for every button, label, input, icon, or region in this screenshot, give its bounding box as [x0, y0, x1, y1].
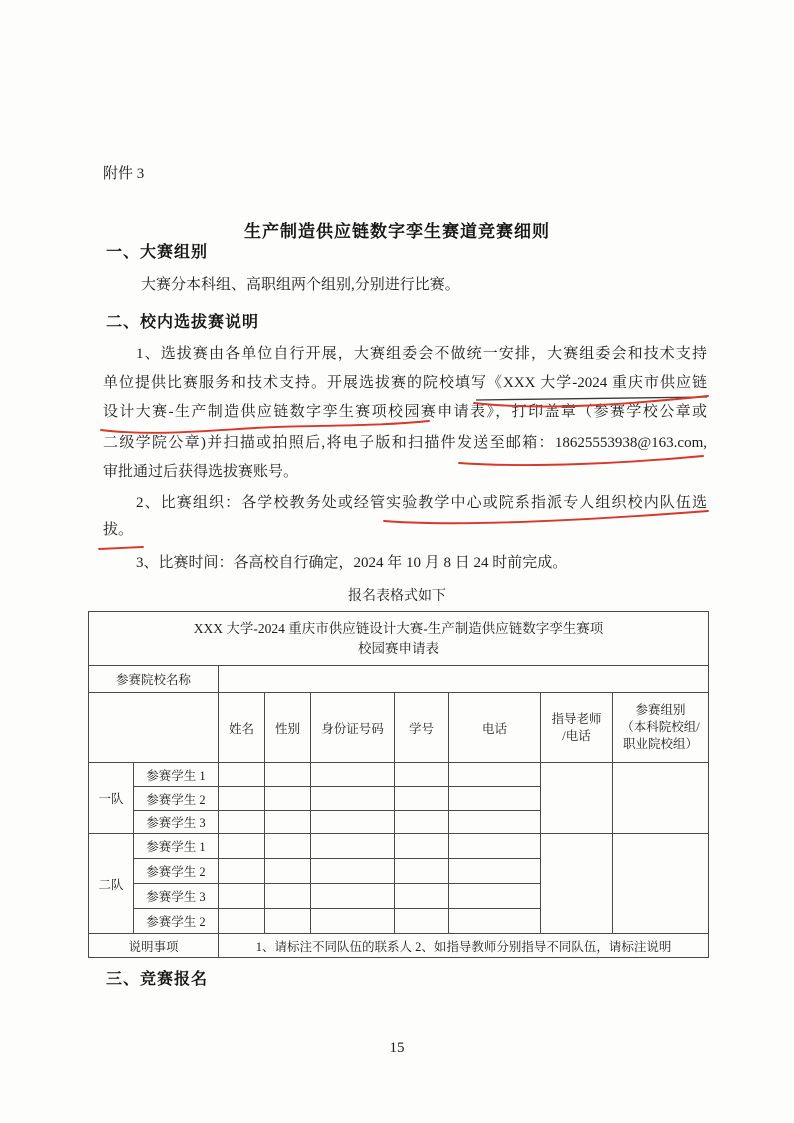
header-group-line1: 参赛组别 [635, 703, 686, 717]
school-name-value-cell [219, 666, 709, 693]
empty-cell [395, 811, 449, 834]
header-id-number: 身份证号码 [311, 693, 395, 763]
red-underline-email [459, 456, 703, 465]
section3-heading: 三、竞赛报名 [106, 971, 209, 988]
table-title-line1: XXX 大学-2024 重庆市供应链设计大赛-生产制造供应链数字孪生赛项 [193, 620, 604, 636]
empty-cell [311, 834, 395, 859]
empty-cell [395, 834, 449, 859]
black-underline-line2 [476, 397, 707, 400]
header-group-line2: （本科院校组/ [621, 720, 700, 734]
empty-cell [219, 859, 265, 884]
page-title: 生产制造供应链数字孪生赛道竞赛细则 [244, 222, 550, 241]
team1-student2-label: 参赛学生 2 [134, 787, 219, 811]
header-advisor [541, 693, 613, 763]
header-advisor-line2: /电话 [562, 728, 591, 743]
empty-cell [311, 859, 395, 884]
empty-cell [395, 763, 449, 787]
team2-advisor-cell [541, 834, 613, 934]
section2-heading: 二、校内选拔赛说明 [106, 314, 260, 331]
header-advisor-line1: 指导老师 [551, 711, 602, 726]
empty-cell [219, 787, 265, 811]
empty-cell [449, 909, 541, 934]
item1-line3: 设计大赛-生产制造供应链数字孪生赛项校园赛申请表》，打印盖章（参赛学校公章或 [103, 404, 707, 420]
table-intro: 报名表格式如下 [348, 589, 446, 604]
team2-student3-label: 参赛学生 3 [134, 884, 219, 909]
item1-line5: 审批通过后获得选拔赛账号。 [103, 464, 299, 480]
section1-body: 大赛分本科组、高职组两个组别,分别进行比赛。 [141, 277, 460, 293]
header-student-number: 学号 [395, 693, 449, 763]
empty-cell [395, 859, 449, 884]
empty-cell [311, 763, 395, 787]
team2-group-cell [613, 834, 709, 934]
table-title-line2: 校园赛申请表 [358, 640, 440, 656]
empty-cell [265, 811, 311, 834]
attachment-label: 附件 3 [103, 166, 145, 182]
team1-group-cell [613, 763, 709, 834]
empty-cell [311, 884, 395, 909]
empty-cell [395, 884, 449, 909]
item1-line2: 单位提供比赛服务和技术支持。开展选拔赛的院校填写《XXX 大学-2024 重庆市供应链 [103, 375, 707, 391]
empty-cell [449, 787, 541, 811]
empty-cell [449, 884, 541, 909]
empty-cell [265, 763, 311, 787]
table-row [89, 763, 709, 787]
red-underline-ba [99, 547, 143, 549]
item1-line4: 二级学院公章)并扫描或拍照后,将电子版和扫描件发送至邮箱：18625553938@163.com, [103, 435, 707, 451]
team1-label: 一队 [89, 763, 134, 834]
red-underline-item2 [384, 511, 708, 523]
team1-advisor-cell [541, 763, 613, 834]
item2-line2: 拔。 [103, 522, 134, 538]
empty-cell [449, 811, 541, 834]
team1-student3-label: 参赛学生 3 [134, 811, 219, 834]
empty-cell [219, 884, 265, 909]
team2-student1-label: 参赛学生 1 [134, 834, 219, 859]
notes-text: 1、请标注不同队伍的联系人 2、如指导教师分别指导不同队伍，请标注说明 [219, 934, 709, 958]
empty-cell [395, 787, 449, 811]
header-name: 姓名 [219, 693, 265, 763]
header-gender: 性别 [265, 693, 311, 763]
team2-student2-label: 参赛学生 2 [134, 859, 219, 884]
item1-line1: 1、选拔赛由各单位自行开展，大赛组委会不做统一安排，大赛组委会和技术支持 [136, 346, 707, 362]
empty-cell [311, 909, 395, 934]
table-row [89, 934, 709, 958]
application-table [88, 611, 709, 958]
school-name-label: 参赛院校名称 [89, 666, 219, 693]
empty-cell [311, 811, 395, 834]
empty-cell [265, 884, 311, 909]
notes-label: 说明事项 [89, 934, 219, 958]
team2-label: 二队 [89, 834, 134, 934]
table-title-cell [89, 612, 709, 666]
empty-cell [219, 909, 265, 934]
empty-cell [219, 763, 265, 787]
empty-cell [449, 859, 541, 884]
section1-heading: 一、大赛组别 [106, 244, 209, 261]
item3-line: 3、比赛时间：各高校自行确定，2024 年 10 月 8 日 24 时前完成。 [136, 555, 568, 571]
empty-cell [265, 787, 311, 811]
empty-cell [265, 859, 311, 884]
header-group [613, 693, 709, 763]
table-row [89, 834, 709, 859]
team1-student1-label: 参赛学生 1 [134, 763, 219, 787]
item2-line1: 2、比赛组织：各学校教务处或经管实验教学中心或院系指派专人组织校内队伍选 [136, 495, 707, 511]
empty-cell [219, 811, 265, 834]
header-group-line3: 职业院校组） [623, 737, 699, 751]
header-corner-cell [89, 693, 219, 763]
page-number: 15 [389, 1040, 405, 1056]
empty-cell [265, 909, 311, 934]
empty-cell [311, 787, 395, 811]
empty-cell [395, 909, 449, 934]
header-phone: 电话 [449, 693, 541, 763]
team2-student4-label: 参赛学生 2 [134, 909, 219, 934]
empty-cell [265, 834, 311, 859]
empty-cell [219, 834, 265, 859]
empty-cell [449, 834, 541, 859]
red-underline-line3 [101, 421, 429, 433]
empty-cell [449, 763, 541, 787]
